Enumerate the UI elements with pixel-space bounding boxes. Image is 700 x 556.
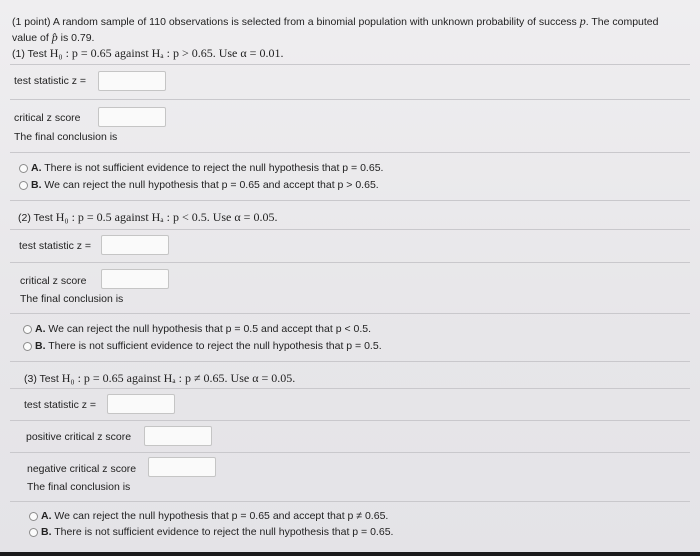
part1-critical-z-input[interactable] [98,107,166,127]
part3-conclusion-label: The final conclusion is [27,481,131,493]
problem-intro-line1 [12,14,659,29]
divider [10,64,690,65]
part2-conclusion-label: The final conclusion is [20,293,124,305]
intro-text-3: value of [12,32,52,44]
part3-label: (3) Test [24,373,62,385]
part3-option-b [41,526,393,538]
option-letter: A. [41,510,52,522]
part1-hypothesis [12,46,283,61]
divider [10,313,690,314]
part1-option-b [31,179,379,191]
divider [10,200,690,201]
option-letter: B. [31,179,42,191]
part2-option-b-radio[interactable] [23,342,32,351]
intro-phat-symbol: p̂ [51,30,58,44]
part2-critical-label: critical z score [20,275,87,287]
divider [10,361,690,362]
part1-option-a-radio[interactable] [19,164,28,173]
problem-intro-line2 [12,30,94,45]
intro-text-2: . The computed [585,16,659,28]
divider [10,388,690,389]
divider [10,262,690,263]
part3-option-a-radio[interactable] [29,512,38,521]
part3-test-statistic-input[interactable] [107,394,175,414]
bottom-edge [0,552,700,556]
option-letter: B. [41,526,52,538]
divider [10,229,690,230]
divider [10,420,690,421]
option-letter: A. [35,323,46,335]
part1-label: (1) Test [12,48,50,60]
option-letter: A. [31,162,42,174]
part1-option-a [31,162,383,174]
points-label: (1 point) [12,16,51,28]
part2-critical-z-input[interactable] [101,269,169,289]
option-text: There is not sufficient evidence to reject the null hypothesis that p = 0.5. [45,340,382,352]
part2-option-b [35,340,382,352]
part3-positive-critical-z-input[interactable] [144,426,212,446]
part2-option-a-radio[interactable] [23,325,32,334]
part3-negative-critical-label: negative critical z score [27,463,137,475]
option-text: We can reject the null hypothesis that p = 0.5 and accept that p < 0.5. [45,323,372,335]
divider [10,152,690,153]
divider [10,452,690,453]
intro-text-4: is 0.79. [57,32,95,44]
intro-text-1: A random sample of 110 observations is selected from a binomial population with unknown probability of success [50,16,580,28]
part2-label: (2) Test [18,212,56,224]
part2-test-statistic-input[interactable] [101,235,169,255]
part1-test-stat-label: test statistic z = [14,75,87,87]
divider [10,99,690,100]
part1-hypothesis-text: H₀ : p = 0.65 against Hₐ : p > 0.65. Use α = 0.01. [49,46,284,60]
part3-option-a [41,510,388,522]
option-text: There is not sufficient evidence to reject the null hypothesis that p = 0.65. [51,526,394,538]
part2-option-a [35,323,371,335]
option-text: We can reject the null hypothesis that p = 0.65 and accept that p > 0.65. [41,179,379,191]
part3-negative-critical-z-input[interactable] [148,457,216,477]
part2-test-stat-label: test statistic z = [19,240,92,252]
part1-conclusion-label: The final conclusion is [14,131,118,143]
part1-critical-label: critical z score [14,112,81,124]
option-text: We can reject the null hypothesis that p = 0.65 and accept that p ≠ 0.65. [51,510,389,522]
intro-p-symbol: p [579,14,586,28]
part3-option-b-radio[interactable] [29,528,38,537]
part3-test-stat-label: test statistic z = [24,399,97,411]
part3-positive-critical-label: positive critical z score [26,431,132,443]
option-letter: B. [35,340,46,352]
part2-hypothesis-text: H₀ : p = 0.5 against Hₐ : p < 0.5. Use α = 0.05. [55,210,278,224]
part1-option-b-radio[interactable] [19,181,28,190]
part3-hypothesis-text: H₀ : p = 0.65 against Hₐ : p ≠ 0.65. Use α = 0.05. [61,371,296,385]
option-text: There is not sufficient evidence to reject the null hypothesis that p = 0.65. [41,162,384,174]
part1-test-statistic-input[interactable] [98,71,166,91]
part2-hypothesis [18,210,277,225]
divider [10,501,690,502]
part3-hypothesis [24,371,295,386]
